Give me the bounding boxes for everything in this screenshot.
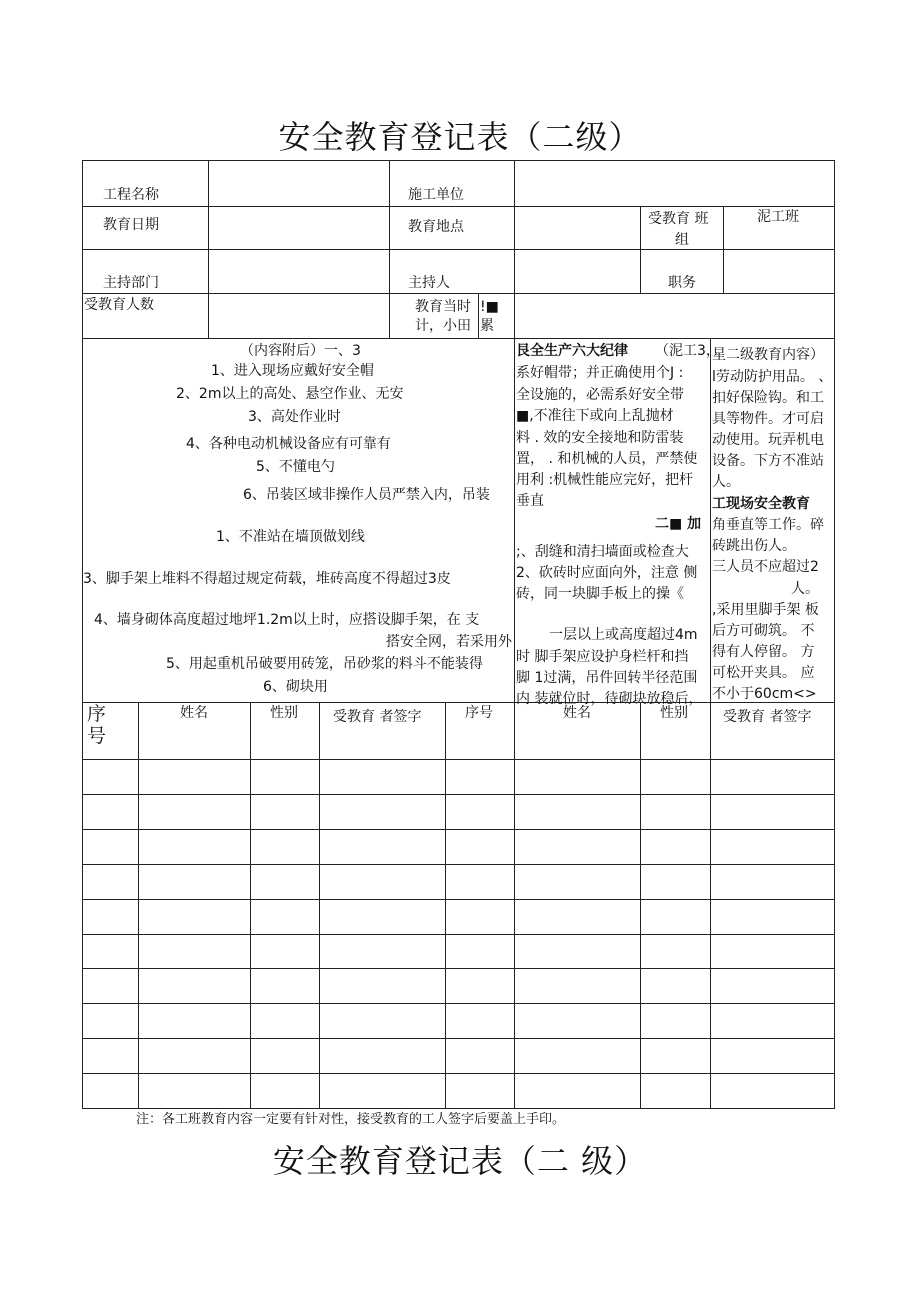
roster-cell-gender[interactable] [642, 901, 708, 932]
content-line: 星二级教育内容） [712, 347, 824, 363]
roster-cell-sign[interactable] [321, 796, 443, 827]
roster-cell-seq[interactable] [84, 1005, 136, 1036]
roster-cell-gender[interactable] [642, 866, 708, 897]
edu-hours-label-line1: 教育当时 [415, 299, 471, 315]
roster-header-seq-1: 序 [87, 703, 107, 725]
edu-date-field[interactable] [210, 210, 388, 246]
content-line: 搭安全网，若采用外 [386, 634, 512, 650]
content-line: 1、不准站在墙顶做划线 [216, 529, 365, 545]
content-line: 1、进入现场应戴好安全帽 [211, 363, 374, 379]
content-line: 内 装就位时，待砌块放稳后， [516, 691, 703, 707]
content-line: 动使用。玩弄机电 [712, 432, 824, 448]
roster-cell-sign[interactable] [712, 970, 832, 1001]
roster-cell-sign[interactable] [321, 1040, 443, 1071]
content-line: 时 脚手架应设护身栏杆和挡 [516, 649, 689, 665]
roster-cell-name[interactable] [140, 796, 248, 827]
roster-cell-gender[interactable] [642, 831, 708, 862]
roster-cell-name[interactable] [140, 901, 248, 932]
roster-header-seq-right: 序号 [465, 705, 493, 721]
roster-cell-sign[interactable] [712, 796, 832, 827]
content-line: 5、用起重机吊破要用砖笼，吊砂浆的料斗不能装得 [166, 656, 483, 672]
roster-cell-sign[interactable] [321, 936, 443, 966]
host-label: 主持人 [408, 275, 450, 291]
content-line: （泥工3， [655, 343, 720, 359]
content-heading: 艮全生产六大纪律 [516, 343, 628, 359]
edu-place-label: 教育地点 [408, 219, 464, 235]
position-label: 职务 [668, 275, 696, 291]
roster-cell-gender[interactable] [642, 761, 708, 792]
content-line: 砖跳出伤人。 [712, 538, 796, 554]
roster-cell-name[interactable] [516, 970, 638, 1001]
edu-hours-label-line2: 计，小田 [415, 318, 471, 334]
roster-cell-seq[interactable] [84, 901, 136, 932]
roster-cell-name[interactable] [140, 970, 248, 1001]
host-dept-field[interactable] [210, 254, 388, 290]
construction-unit-field[interactable] [516, 168, 832, 204]
edu-place-field[interactable] [516, 210, 638, 246]
team-label-line1: 受教育 班 [648, 211, 709, 227]
roster-cell-seq[interactable] [447, 761, 512, 792]
content-line: 人。 [791, 581, 819, 597]
roster-cell-gender[interactable] [252, 866, 317, 897]
project-name-field[interactable] [210, 168, 388, 204]
content-line: 砖，同一块脚手板上的操《 [516, 586, 684, 602]
roster-cell-sign[interactable] [712, 936, 832, 966]
roster-cell-name[interactable] [516, 761, 638, 792]
roster-cell-sign[interactable] [321, 901, 443, 932]
roster-cell-name[interactable] [516, 936, 638, 966]
content-line: （内容附后）一、3 [240, 343, 361, 359]
roster-cell-seq[interactable] [84, 970, 136, 1001]
content-line: 三人员不应超过2 [712, 559, 819, 575]
roster-cell-sign[interactable] [712, 831, 832, 862]
roster-cell-gender[interactable] [252, 796, 317, 827]
roster-header-seq-2: 号 [87, 725, 107, 747]
roster-cell-name[interactable] [516, 796, 638, 827]
education-content-left [83, 340, 515, 703]
roster-cell-name[interactable] [516, 1040, 638, 1071]
page-title: 安全教育登记表（二级） [278, 118, 642, 156]
roster-cell-gender[interactable] [252, 936, 317, 966]
roster-header-name: 姓名 [180, 705, 208, 721]
content-line: 3、脚手架上堆料不得超过规定荷载，堆砖高度不得超过3皮 [83, 571, 451, 587]
content-line: 4、各种电动机械设备应有可靠有 [186, 436, 391, 452]
roster-cell-name[interactable] [516, 901, 638, 932]
content-heading: 工现场安全教育 [712, 496, 810, 512]
roster-cell-seq[interactable] [447, 866, 512, 897]
content-line: 角垂直等工作。碎 [712, 517, 824, 533]
roster-cell-name[interactable] [516, 1005, 638, 1036]
roster-cell-seq[interactable] [84, 761, 136, 792]
roster-cell-gender[interactable] [252, 970, 317, 1001]
edu-count-label: 受教育人数 [84, 297, 154, 313]
roster-cell-gender[interactable] [642, 1005, 708, 1036]
roster-cell-name[interactable] [140, 1075, 248, 1106]
roster-cell-name[interactable] [140, 866, 248, 897]
content-line: 2、2m以上的高处、悬空作业、无安 [176, 386, 404, 402]
content-line: 系好帽带；并正确使用个J : [516, 365, 684, 381]
content-line: 一层以上或高度超过4m [549, 627, 698, 643]
content-line: 置， . 和机械的人员，严禁使 [516, 451, 698, 467]
roster-cell-sign[interactable] [321, 761, 443, 792]
roster-cell-sign[interactable] [321, 970, 443, 1001]
roster-cell-gender[interactable] [642, 970, 708, 1001]
roster-cell-sign[interactable] [321, 831, 443, 862]
host-field[interactable] [516, 254, 638, 290]
roster-cell-name[interactable] [516, 1075, 638, 1106]
content-line: 扣好保险钩。和工 [712, 390, 824, 406]
roster-cell-seq[interactable] [84, 1075, 136, 1106]
roster-cell-sign[interactable] [712, 1075, 832, 1106]
construction-unit-label: 施工单位 [408, 187, 464, 203]
content-line: 设备。下方不准站 [712, 453, 824, 469]
content-line: 2、砍砖时应面向外，注意 侧 [516, 565, 698, 581]
content-line: 脚 1过满，吊件回转半径范围 [516, 670, 698, 686]
team-value: 泥工班 [757, 209, 799, 225]
content-line: 3、高处作业时 [248, 409, 341, 425]
roster-cell-name[interactable] [140, 936, 248, 966]
roster-cell-seq[interactable] [84, 1040, 136, 1071]
roster-cell-gender[interactable] [252, 901, 317, 932]
content-line: 料 . 效的安全接地和防雷装 [516, 430, 684, 446]
roster-cell-name[interactable] [140, 1005, 248, 1036]
roster-cell-sign[interactable] [712, 866, 832, 897]
roster-cell-seq[interactable] [447, 970, 512, 1001]
roster-cell-seq[interactable] [447, 796, 512, 827]
roster-header-name-right: 姓名 [563, 705, 591, 721]
content-line: 6、吊装区域非操作人员严禁入内，吊装 [243, 487, 490, 503]
content-line: ;、刮缝和清扫墙面或检查大 [516, 544, 689, 560]
roster-cell-seq[interactable] [447, 901, 512, 932]
edu-count-field[interactable] [210, 297, 388, 335]
edu-hours-mark-1: !■ [480, 299, 499, 315]
roster-header-gender-right: 性别 [660, 705, 688, 721]
roster-cell-gender[interactable] [642, 936, 708, 966]
roster-cell-sign[interactable] [712, 1005, 832, 1036]
project-name-label: 工程名称 [103, 187, 159, 203]
roster-cell-sign[interactable] [712, 1040, 832, 1071]
content-line: 可松开夹具。 应 [712, 665, 815, 681]
content-line: 6、砌块用 [263, 679, 328, 695]
roster-header-gender: 性别 [270, 705, 298, 721]
roster-cell-seq[interactable] [84, 866, 136, 897]
roster-cell-seq[interactable] [447, 1005, 512, 1036]
roster-cell-gender[interactable] [642, 1040, 708, 1071]
content-line: ■,不准往下或向上乱抛材 [516, 408, 674, 424]
roster-cell-name[interactable] [516, 831, 638, 862]
content-heading: 二■ 加 [655, 516, 702, 532]
education-content-middle [515, 340, 720, 707]
roster-cell-gender[interactable] [252, 761, 317, 792]
roster-cell-gender[interactable] [252, 1040, 317, 1071]
content-line: 后方可砌筑。 不 [712, 623, 815, 639]
roster-cell-gender[interactable] [642, 1075, 708, 1106]
roster-cell-gender[interactable] [252, 831, 317, 862]
roster-cell-seq[interactable] [84, 796, 136, 827]
content-line: 具等物件。才可启 [712, 411, 824, 427]
next-page-title: 安全教育登记表（二 级） [272, 1142, 648, 1180]
roster-cell-gender[interactable] [252, 1075, 317, 1106]
roster-cell-seq[interactable] [447, 1075, 512, 1106]
content-line: 5、不懂电勺 [256, 459, 335, 475]
content-line: 得有人停留。 方 [712, 644, 815, 660]
education-content-right [711, 340, 835, 703]
content-line: 人。 [712, 474, 740, 490]
content-line: 4、墙身砌体高度超过地坪1.2m以上时，应搭设脚手架，在 支 [94, 612, 480, 628]
edu-date-label: 教育日期 [103, 217, 159, 233]
position-field[interactable] [726, 254, 832, 290]
roster-cell-seq[interactable] [447, 831, 512, 862]
footnote: 注：各工班教育内容一定要有针对性，接受教育的工人签字后要盖上手印。 [136, 1112, 566, 1127]
roster-cell-seq[interactable] [84, 831, 136, 862]
roster-cell-gender[interactable] [642, 796, 708, 827]
roster-cell-sign[interactable] [321, 1075, 443, 1106]
roster-cell-seq[interactable] [84, 936, 136, 966]
content-line: ,采用里脚手架 板 [712, 602, 819, 618]
roster-header-sign-right: 受教育 者签字 [723, 709, 812, 725]
content-line: 垂直 [516, 493, 544, 509]
content-line: l劳动防护用品。 、 [712, 369, 833, 385]
host-dept-label: 主持部门 [103, 275, 159, 291]
content-line: 不小于60cm<> [712, 686, 817, 702]
roster-cell-sign[interactable] [321, 866, 443, 897]
roster-cell-sign[interactable] [321, 1005, 443, 1036]
edu-hours-field[interactable] [516, 297, 832, 335]
roster-cell-name[interactable] [140, 1040, 248, 1071]
roster-cell-seq[interactable] [447, 1040, 512, 1071]
team-label-line2: 组 [675, 232, 689, 248]
roster-header-sign: 受教育 者签字 [333, 709, 422, 725]
content-line: 全设施的，必需系好安全带 [516, 387, 684, 403]
roster-cell-name[interactable] [516, 866, 638, 897]
content-line: 用利 :机械性能应完好，把杆 [516, 472, 694, 488]
edu-hours-mark-2: 累 [480, 318, 494, 334]
roster-cell-sign[interactable] [712, 761, 832, 792]
roster-cell-seq[interactable] [447, 936, 512, 966]
roster-cell-name[interactable] [140, 761, 248, 792]
roster-cell-gender[interactable] [252, 1005, 317, 1036]
roster-cell-sign[interactable] [712, 901, 832, 932]
roster-cell-name[interactable] [140, 831, 248, 862]
